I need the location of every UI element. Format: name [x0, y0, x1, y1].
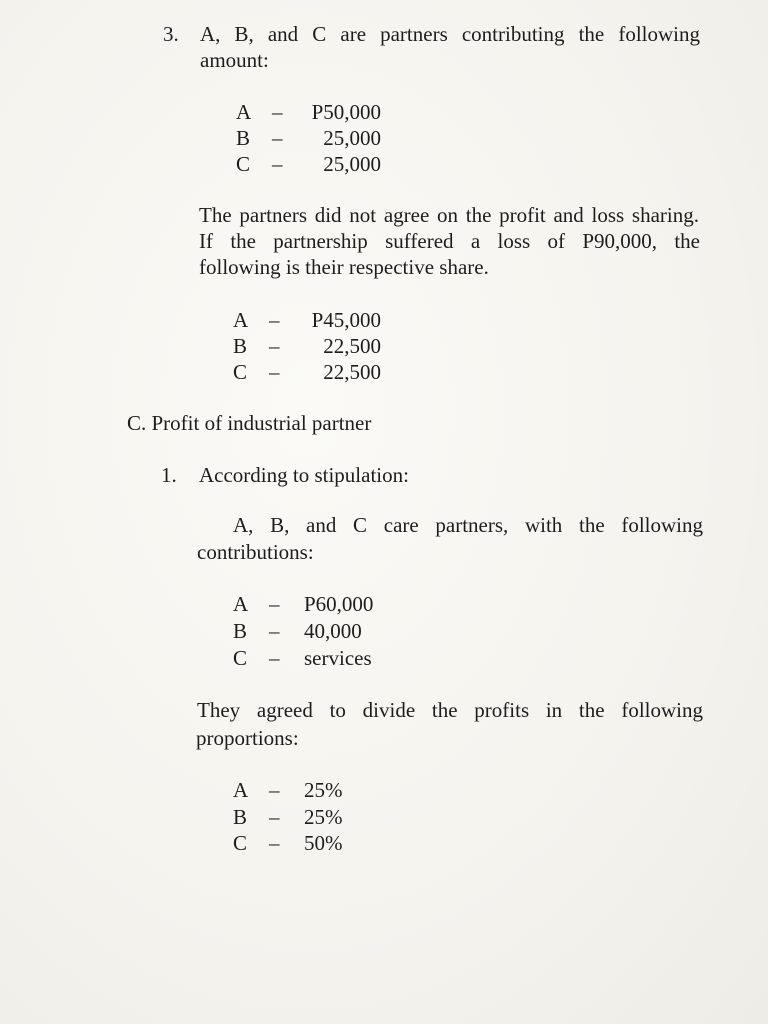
amount-value: 25%	[304, 778, 343, 802]
sectionC-intro-line1: A, B, and C care partners, with the following	[233, 513, 703, 537]
partner-label: A	[233, 592, 249, 616]
dash: –	[272, 152, 283, 176]
partner-label: C	[233, 646, 248, 670]
item3-para-line3: following is their respective share.	[199, 255, 489, 279]
amount	[301, 151, 381, 177]
partner-label: B	[233, 619, 248, 643]
dash: –	[269, 308, 280, 332]
dash: –	[269, 805, 280, 829]
amount-value: services	[304, 646, 372, 670]
amount	[301, 307, 381, 333]
partner-label: B	[236, 126, 251, 150]
amount-value: 40,000	[304, 619, 362, 643]
sectionC-para-line2: proportions:	[196, 726, 299, 750]
partner-label: C	[233, 360, 248, 384]
dash: –	[269, 646, 280, 670]
amount	[304, 645, 404, 671]
amount	[301, 333, 381, 359]
amount-value: 50%	[304, 831, 343, 855]
sub-item-title: According to stipulation:	[199, 463, 409, 487]
sectionC-para-line1: They agreed to divide the profits in the following	[197, 698, 703, 722]
amount-value: 25,000	[323, 126, 381, 150]
amount	[304, 777, 384, 803]
amount-value: P45,000	[311, 308, 381, 332]
item3-intro-line2: amount:	[200, 48, 269, 72]
item3-para-line1: The partners did not agree on the profit and loss sharing.	[199, 203, 699, 227]
partner-label: A	[233, 778, 249, 802]
item-number: 3.	[163, 22, 179, 46]
amount-value: 25,000	[323, 152, 381, 176]
partner-label: C	[233, 831, 248, 855]
amount	[304, 618, 404, 644]
amount	[304, 591, 404, 617]
dash: –	[269, 619, 280, 643]
dash: –	[272, 126, 283, 150]
dash: –	[269, 778, 280, 802]
dash: –	[269, 592, 280, 616]
dash: –	[269, 831, 280, 855]
amount-value: 22,500	[323, 360, 381, 384]
dash: –	[269, 334, 280, 358]
partner-label: B	[233, 334, 248, 358]
amount	[304, 804, 384, 830]
item3-para-line2: If the partnership suffered a loss of P90,000, the	[199, 229, 700, 253]
amount-value: 22,500	[323, 334, 381, 358]
sub-item-number: 1.	[161, 463, 177, 487]
partner-label: B	[233, 805, 248, 829]
partner-label: C	[236, 152, 251, 176]
dash: –	[269, 360, 280, 384]
dash: –	[272, 100, 283, 124]
amount	[301, 359, 381, 385]
amount	[301, 99, 381, 125]
amount-value: 25%	[304, 805, 343, 829]
partner-label: A	[236, 100, 252, 124]
partner-label: A	[233, 308, 249, 332]
amount-value: P60,000	[304, 592, 374, 616]
sectionC-intro-line2: contributions:	[197, 540, 314, 564]
section-heading: C. Profit of industrial partner	[127, 411, 372, 435]
amount-value: P50,000	[311, 100, 381, 124]
amount	[301, 125, 381, 151]
item3-intro-line1: A, B, and C are partners contributing the following	[200, 22, 700, 46]
amount	[304, 830, 384, 856]
